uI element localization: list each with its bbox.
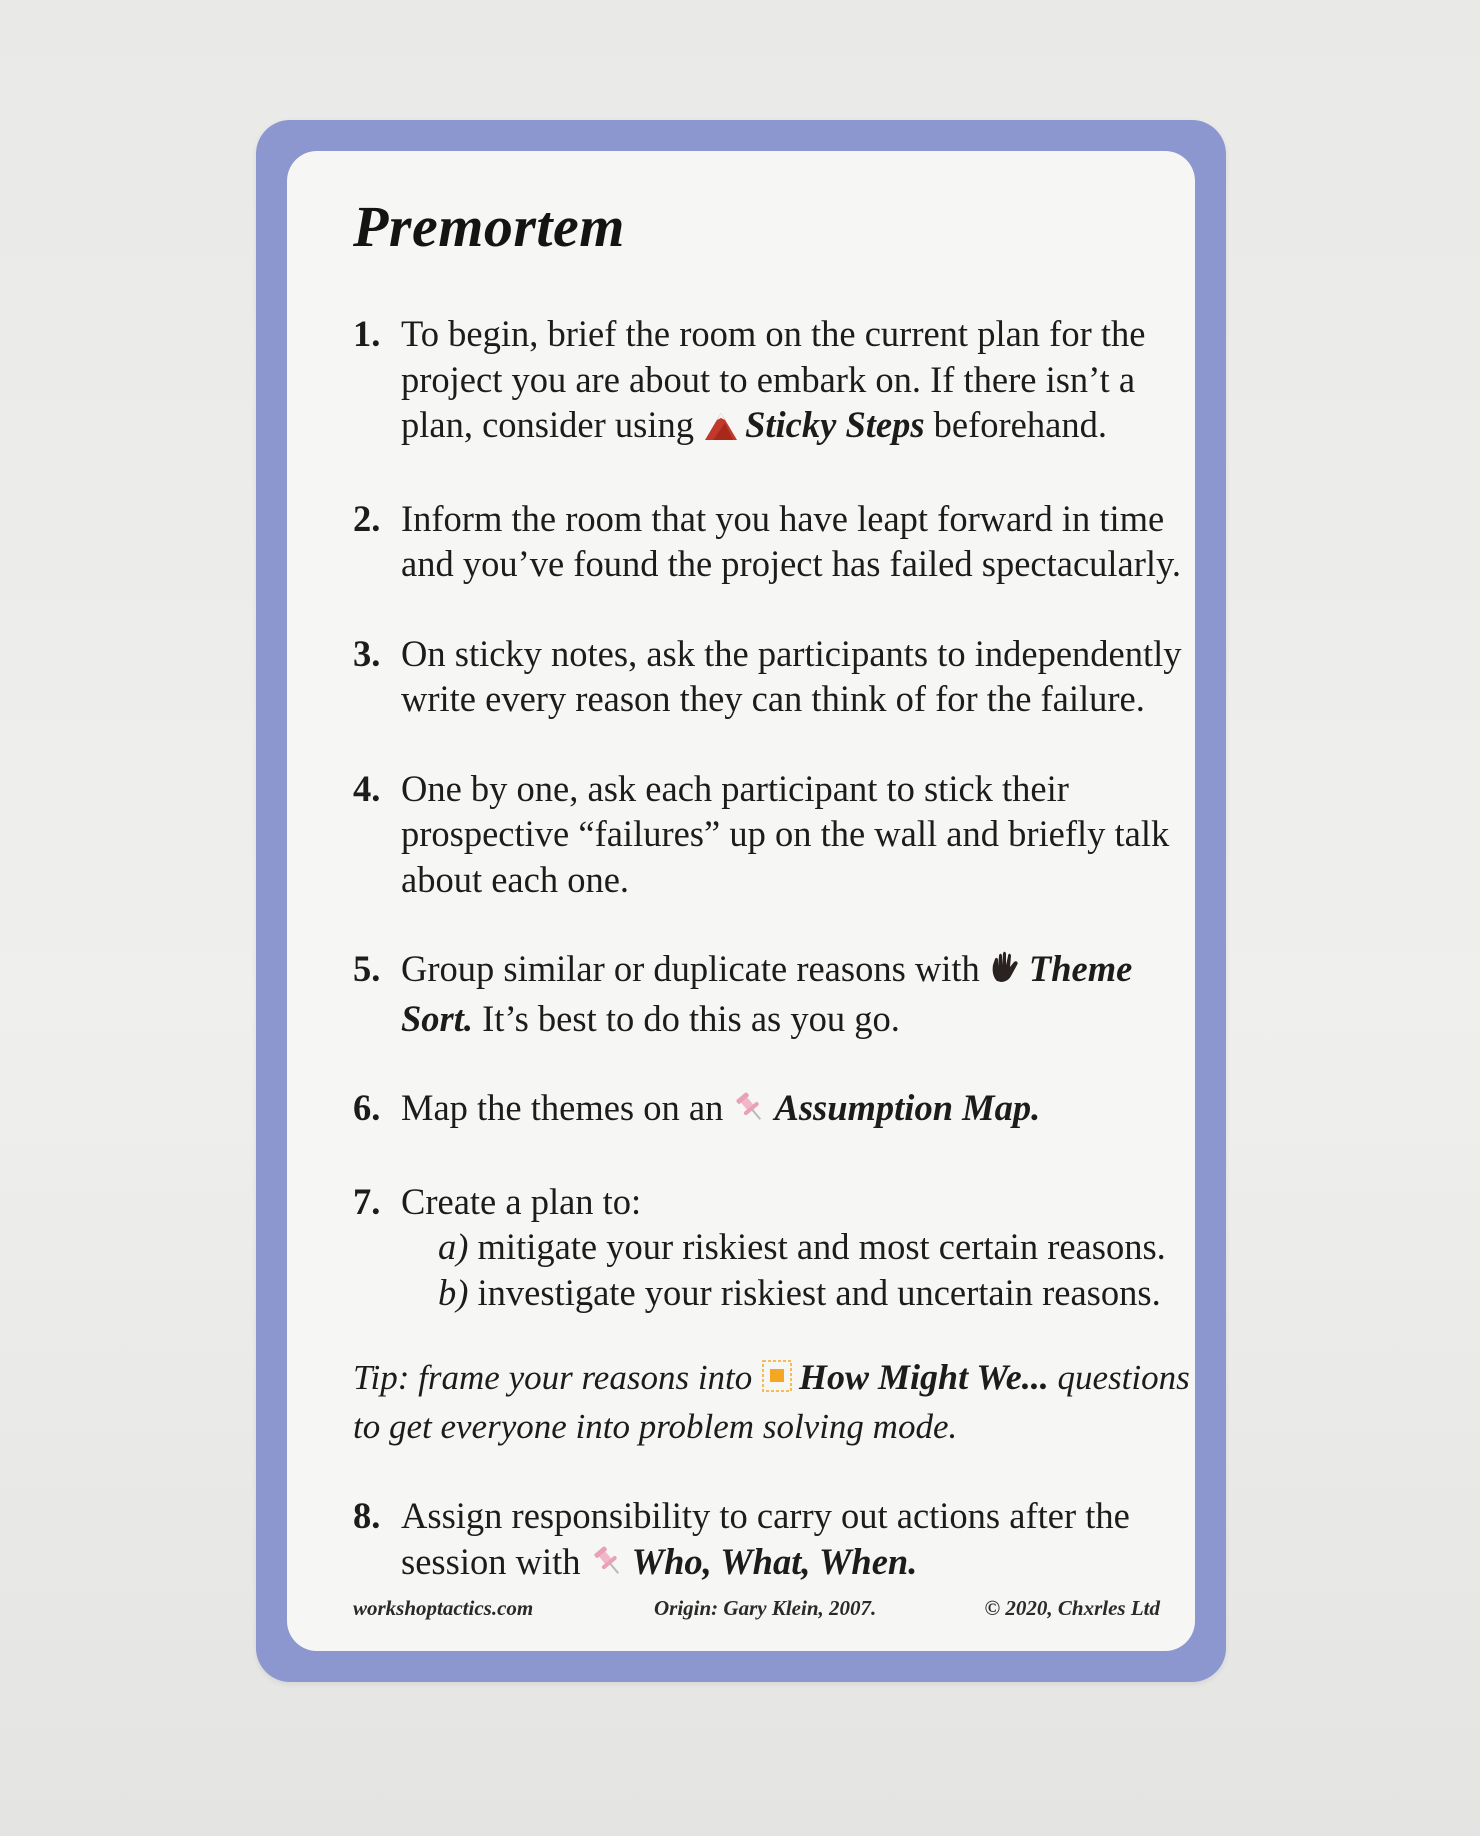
step-line: Assign responsibility to carry out actions after the [401, 1495, 1130, 1536]
tip-line2: to get everyone into problem solving mode. [353, 1407, 958, 1446]
sub-label: b) [438, 1271, 469, 1313]
sub-text: investigate your riskiest and uncertain reasons. [477, 1271, 1161, 1313]
sub-item-a [401, 1224, 1233, 1270]
pushpin-icon [732, 1089, 768, 1135]
step-5 [353, 946, 1233, 1041]
step-line: To begin, brief the room on the current plan for the [401, 313, 1146, 354]
step-6 [353, 1085, 1233, 1135]
step-8 [353, 1493, 1233, 1588]
step-line: One by one, ask each participant to stick their [401, 767, 1069, 809]
hand-icon [989, 950, 1023, 996]
step-number: 6. [353, 1087, 381, 1128]
footer-copyright: © 2020, Chxrles Ltd [984, 1596, 1160, 1620]
step-number: 4. [353, 767, 381, 809]
step-line-pre: Map the themes on an [401, 1087, 724, 1128]
step-line: Inform the room that you have leapt forward in time [401, 497, 1165, 539]
step-line: On sticky notes, ask the participants to independently [401, 632, 1182, 674]
step-number: 7. [353, 1180, 381, 1222]
ref-assumption-map: Assumption Map. [774, 1087, 1041, 1128]
card-face [287, 151, 1195, 1651]
footer-origin: Origin: Gary Klein, 2007. [654, 1596, 877, 1620]
step-number: 5. [353, 948, 381, 989]
ref-who-what-when: Who, What, When. [631, 1540, 918, 1582]
card-border [256, 120, 1226, 1682]
step-line: write every reason they can think of for the failure. [401, 678, 1145, 719]
step-3 [353, 631, 1233, 722]
step-line-post: beforehand. [933, 404, 1107, 445]
step-line-pre: session with [401, 1540, 581, 1582]
card-title: Premortem [353, 194, 625, 259]
step-line: and you’ve found the project has failed spectacularly. [401, 543, 1182, 584]
step-2 [353, 496, 1233, 587]
step-4 [353, 766, 1233, 903]
step-7 [353, 1179, 1233, 1316]
tip [353, 1355, 1233, 1449]
sub-label: a) [438, 1226, 469, 1267]
sub-item-b [401, 1270, 1233, 1316]
tip-post: questions [1057, 1358, 1190, 1397]
step-line: prospective “failures” up on the wall and briefly talk [401, 813, 1170, 854]
step-number: 1. [353, 313, 381, 354]
ref-sticky-steps: Sticky Steps [745, 404, 925, 445]
step-line: about each one. [401, 858, 630, 900]
steps-list [353, 311, 1233, 1632]
mountain-icon [703, 406, 739, 452]
step-number: 8. [353, 1495, 381, 1536]
step-line-post: It’s best to do this as you go. [482, 997, 900, 1039]
sticky-note-icon [761, 1359, 793, 1404]
step-number: 3. [353, 632, 381, 674]
tip-pre: Tip: frame your reasons into [353, 1358, 753, 1397]
step-line-pre: Group similar or duplicate reasons with [401, 948, 980, 989]
step-line: project you are about to embark on. If there isn’t a [401, 358, 1136, 400]
footer-website: workshoptactics.com [353, 1596, 534, 1620]
pushpin-icon [590, 1543, 626, 1589]
ref-theme-sort: Theme [1028, 948, 1133, 989]
sub-text: mitigate your riskiest and most certain reasons. [477, 1226, 1166, 1267]
ref-how-might-we: How Might We... [799, 1357, 1049, 1397]
ref-theme-sort-cont: Sort. [401, 997, 474, 1039]
step-1 [353, 311, 1233, 452]
step-line: Create a plan to: [401, 1180, 642, 1222]
step-number: 2. [353, 497, 381, 539]
step-line-pre: plan, consider using [401, 404, 694, 445]
